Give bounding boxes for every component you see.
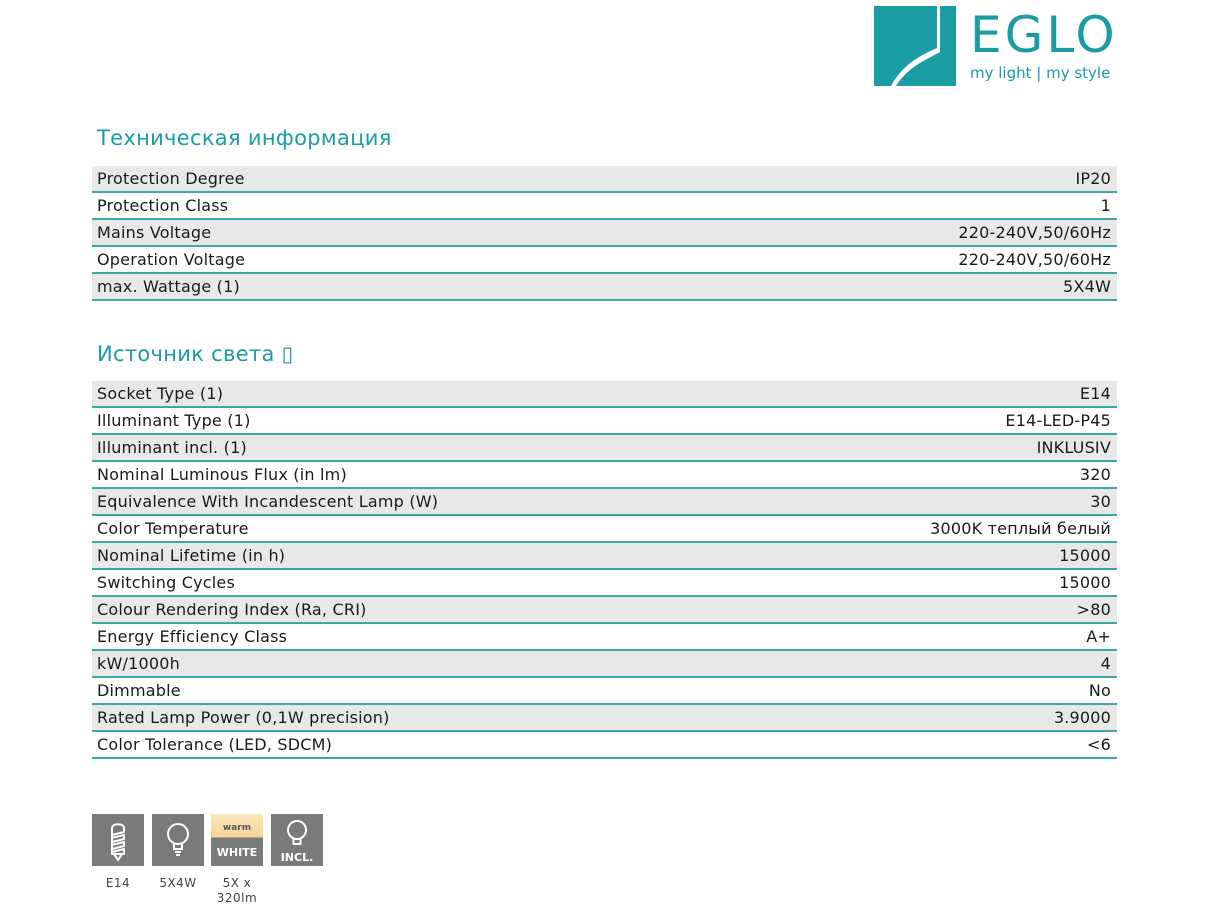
- row-value: 220-240V,50/60Hz: [958, 250, 1111, 269]
- row-value: 320: [1079, 465, 1111, 484]
- row-value: E14-LED-P45: [1005, 411, 1111, 430]
- table-row: [92, 489, 1117, 516]
- socket-e14-icon: [92, 814, 144, 866]
- row-label: Color Temperature: [97, 519, 249, 538]
- eglo-logo-mark-icon: [874, 6, 956, 86]
- logo-wordmark: EGLO: [970, 6, 1118, 64]
- lumen-caption: [207, 876, 267, 906]
- row-label: Equivalence With Incandescent Lamp (W): [97, 492, 439, 511]
- row-label: max. Wattage (1): [97, 277, 240, 296]
- lumen-caption-line1: 5X x: [222, 876, 252, 890]
- row-value: 3.9000: [1053, 708, 1111, 727]
- row-value: 1: [1100, 196, 1111, 215]
- row-label: Energy Efficiency Class: [97, 627, 288, 646]
- row-label: Dimmable: [97, 681, 181, 700]
- row-value: E14: [1079, 384, 1111, 403]
- tech-section-title: Техническая информация: [97, 126, 392, 150]
- row-label: Nominal Lifetime (in h): [97, 546, 286, 565]
- row-label: Colour Rendering Index (Ra, CRI): [97, 600, 367, 619]
- table-row: [92, 408, 1117, 435]
- table-row: [92, 732, 1117, 759]
- table-row: [92, 435, 1117, 462]
- row-label: Rated Lamp Power (0,1W precision): [97, 708, 390, 727]
- row-value: 30: [1090, 492, 1111, 511]
- table-row: [92, 651, 1117, 678]
- row-value: 4: [1100, 654, 1111, 673]
- row-label: Illuminant incl. (1): [97, 438, 247, 457]
- incl-label: INCL.: [280, 851, 314, 864]
- table-row: [92, 624, 1117, 651]
- logo-tagline: my light | my style: [970, 64, 1111, 82]
- row-value: <6: [1087, 735, 1111, 754]
- row-label: Mains Voltage: [97, 223, 212, 242]
- light-spec-table: [92, 381, 1117, 759]
- row-value: 5X4W: [1063, 277, 1111, 296]
- row-value: 15000: [1059, 546, 1111, 565]
- table-row: [92, 597, 1117, 624]
- table-row: [92, 462, 1117, 489]
- table-row: [92, 543, 1117, 570]
- row-value: A+: [1086, 627, 1111, 646]
- row-value: >80: [1076, 600, 1111, 619]
- warm-white-icon: [211, 814, 263, 866]
- socket-caption: E14: [105, 876, 131, 890]
- table-row: [92, 166, 1117, 193]
- warm-label: warm: [222, 823, 252, 833]
- lumen-caption-line2: 320lm: [216, 891, 258, 905]
- row-value: IP20: [1075, 169, 1111, 188]
- light-section-title: Источник света ▯: [97, 342, 294, 366]
- table-row: [92, 193, 1117, 220]
- row-value: 15000: [1059, 573, 1111, 592]
- row-value: 220-240V,50/60Hz: [958, 223, 1111, 242]
- row-label: Protection Degree: [97, 169, 245, 188]
- row-label: Illuminant Type (1): [97, 411, 251, 430]
- bulb-included-icon: [271, 814, 323, 866]
- row-label: Operation Voltage: [97, 250, 246, 269]
- table-row: [92, 274, 1117, 301]
- bulb-icon: [152, 814, 204, 866]
- row-label: Protection Class: [97, 196, 229, 215]
- row-value: No: [1088, 681, 1111, 700]
- row-value: 3000K теплый белый: [930, 519, 1111, 538]
- wattage-caption: 5X4W: [159, 876, 197, 890]
- row-value: INKLUSIV: [1036, 438, 1111, 457]
- row-label: kW/1000h: [97, 654, 180, 673]
- table-row: [92, 381, 1117, 408]
- table-row: [92, 570, 1117, 597]
- table-row: [92, 247, 1117, 274]
- eglo-logo: [874, 6, 1124, 88]
- table-row: [92, 220, 1117, 247]
- row-label: Switching Cycles: [97, 573, 235, 592]
- row-label: Nominal Luminous Flux (in lm): [97, 465, 347, 484]
- tech-spec-table: [92, 166, 1117, 301]
- row-label: Color Tolerance (LED, SDCM): [97, 735, 333, 754]
- table-row: [92, 705, 1117, 732]
- table-row: [92, 516, 1117, 543]
- table-row: [92, 678, 1117, 705]
- row-label: Socket Type (1): [97, 384, 224, 403]
- white-label: WHITE: [216, 846, 258, 859]
